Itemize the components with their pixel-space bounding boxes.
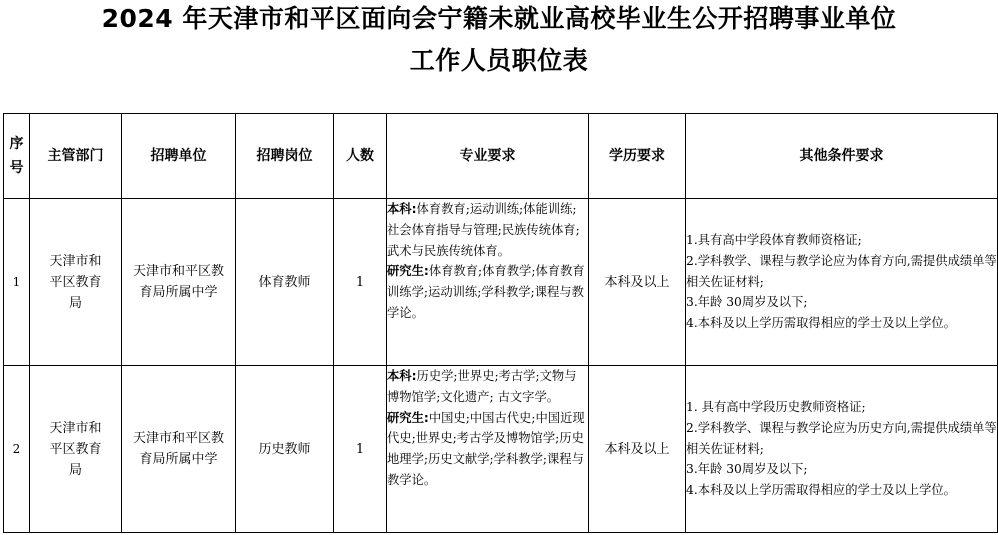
cell-count: 1 xyxy=(334,199,387,366)
cell-seq: 1 xyxy=(4,199,30,366)
table-header-row xyxy=(4,114,998,199)
cell-conditions xyxy=(686,366,998,533)
header-major: 专业要求 xyxy=(387,114,589,199)
grad-majors: 体育教育;体育教学;体育教育训练学;运动训练;学科教学;课程与教学论。 xyxy=(387,264,585,320)
condition-item: 4.本科及以上学历需取得相应的学士及以上学位。 xyxy=(686,316,956,331)
grad-majors: 中国史;中国古代史;中国近现代史;世界史;考古学及博物馆学;历史地理学;历史文献学;学科教学;课程与教学论。 xyxy=(387,410,585,487)
condition-item: 2.学科教学、课程与教学论应为历史方向,需提供成绩单等相关佐证材料; xyxy=(686,420,997,456)
undergrad-majors: 历史学;世界史;考古学;文物与博物馆学;文化遗产; 古文字学。 xyxy=(387,369,577,404)
cell-education: 本科及以上 xyxy=(589,366,686,533)
cell-count: 1 xyxy=(334,366,387,533)
cell-unit: 天津市和平区教育局所属中学 xyxy=(122,366,236,533)
header-seq: 序号 xyxy=(4,114,30,199)
undergrad-label: 本科: xyxy=(387,202,417,216)
header-count: 人数 xyxy=(334,114,387,199)
cell-major xyxy=(387,199,589,366)
header-education: 学历要求 xyxy=(589,114,686,199)
job-positions-table xyxy=(3,113,998,533)
cell-education: 本科及以上 xyxy=(589,199,686,366)
grad-label: 研究生: xyxy=(387,410,429,425)
header-position: 招聘岗位 xyxy=(236,114,334,199)
cell-position: 体育教师 xyxy=(236,199,334,366)
header-dept: 主管部门 xyxy=(30,114,122,199)
condition-item: 2.学科教学、课程与教学论应为体育方向,需提供成绩单等相关佐证材料; xyxy=(686,253,997,289)
header-unit: 招聘单位 xyxy=(122,114,236,199)
header-other: 其他条件要求 xyxy=(686,114,998,199)
table-row xyxy=(4,199,998,366)
condition-item: 1. 具有高中学段历史教师资格证; xyxy=(686,400,866,414)
undergrad-label: 本科: xyxy=(387,369,417,383)
cell-dept: 天津市和平区教育局 xyxy=(30,366,122,533)
cell-major xyxy=(387,366,589,533)
condition-item: 3.年龄 30周岁及以下; xyxy=(686,462,808,477)
condition-item: 1.具有高中学段体育教师资格证; xyxy=(686,233,862,247)
undergrad-majors: 体育教育;运动训练;体能训练;社会体育指导与管理;民族传统体育;武术与民族传统体育。 xyxy=(387,202,580,258)
cell-conditions xyxy=(686,199,998,366)
document-title-line-2: 工作人员职位表 xyxy=(409,46,589,75)
grad-label: 研究生: xyxy=(387,264,429,279)
document-title-line-1: 2024 年天津市和平区面向会宁籍未就业高校毕业生公开招聘事业单位 xyxy=(101,4,897,33)
condition-item: 3.年龄 30周岁及以下; xyxy=(686,295,808,310)
cell-dept: 天津市和平区教育局 xyxy=(30,199,122,366)
condition-item: 4.本科及以上学历需取得相应的学士及以上学位。 xyxy=(686,483,956,498)
cell-seq: 2 xyxy=(4,366,30,533)
cell-unit: 天津市和平区教育局所属中学 xyxy=(122,199,236,366)
table-row xyxy=(4,366,998,533)
cell-position: 历史教师 xyxy=(236,366,334,533)
